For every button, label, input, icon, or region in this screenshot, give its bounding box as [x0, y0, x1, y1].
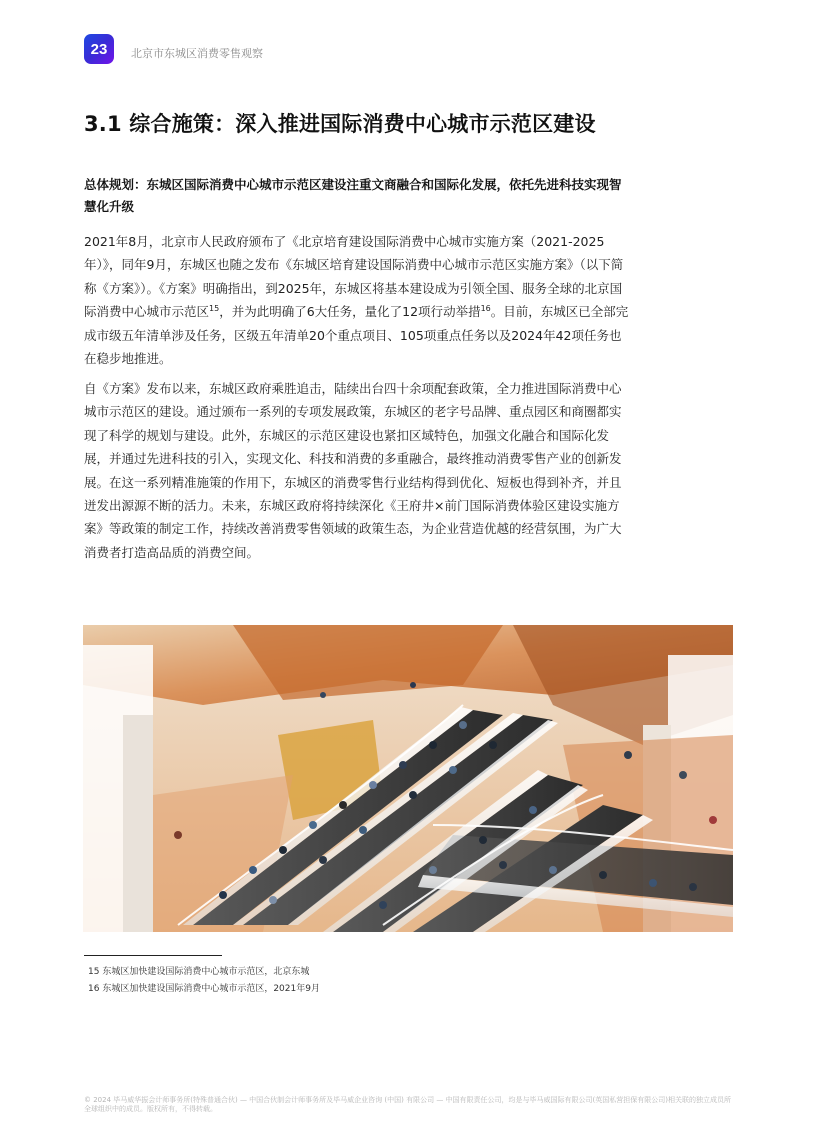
- body-paragraph-1: [84, 230, 630, 370]
- report-title: 北京市东城区消费零售观察: [131, 47, 263, 60]
- paragraph-text: 2021年8月，北京市人民政府颁布了《北京培育建设国际消费中心城市实施方案（2021-2025年）》，同年9月，东城区也随之发布《东城区培育建设国际消费中心城市示范区实施方案》（以下简称《方案》）。《方案》明确指出，到2025年，东城区将基本建设成为引领全国、服务全球的北京国际消费中心城市示范区: [84, 234, 624, 320]
- footnote-ref-16[interactable]: 16: [480, 304, 491, 314]
- copyright-notice: © 2024 毕马威华振会计师事务所(特殊普通合伙) — 中国合伙制会计师事务所及毕马威企业咨询 (中国) 有限公司 — 中国有限责任公司，均是与毕马威国际有限公司(英国私营担保有限公司)相关联的独立成员所全球组织中的成员。版权所有，不得转载。: [84, 1096, 731, 1113]
- lead-summary: 总体规划：东城区国际消费中心城市示范区建设注重文商融合和国际化发展，依托先进科技实现智慧化升级: [84, 177, 622, 214]
- footnotes: [88, 964, 320, 998]
- body-paragraph-2: 自《方案》发布以来，东城区政府乘胜追击，陆续出台四十余项配套政策，全力推进国际消费中心城市示范区的建设。通过颁布一系列的专项发展政策，东城区的老字号品牌、重点园区和商圈都实现了科学的规划与建设。此外，东城区的示范区建设也紧扣区域特色，加强文化融合和国际化发展，并通过先进科技的引入，实现文化、科技和消费的多重融合，最终推动消费零售产业的创新发展。在这一系列精准施策的作用下，东城区的消费零售行业结构得到优化、短板也得到补齐，并且迸发出源源不断的活力。未来，东城区政府将持续深化《王府井×前门国际消费体验区建设实施方案》等政策的制定工作，持续改善消费零售领域的政策生态，为企业营造优越的经营氛围，为广大消费者打造高品质的消费空间。: [84, 381, 622, 560]
- escalator-mall-photo: [83, 625, 733, 932]
- paragraph-text: 。目前，东城区已全部完成市级五年清单涉及任务，区级五年清单20个重点项目、105项重点任务以及2024年42项任务也在稳步地推进。: [84, 304, 629, 367]
- footnote-16: 16 东城区加快建设国际消费中心城市示范区，2021年9月: [88, 984, 320, 994]
- footnote-15: 15 东城区加快建设国际消费中心城市示范区，北京东城: [88, 967, 310, 977]
- footnote-ref-15[interactable]: 15: [209, 304, 220, 314]
- page-number-badge: 23: [84, 34, 114, 64]
- section-heading: 3.1 综合施策：深入推进国际消费中心城市示范区建设: [84, 112, 596, 136]
- footnote-divider: [84, 955, 222, 956]
- paragraph-text: ，并为此明确了6大任务，量化了12项行动举措: [219, 304, 481, 320]
